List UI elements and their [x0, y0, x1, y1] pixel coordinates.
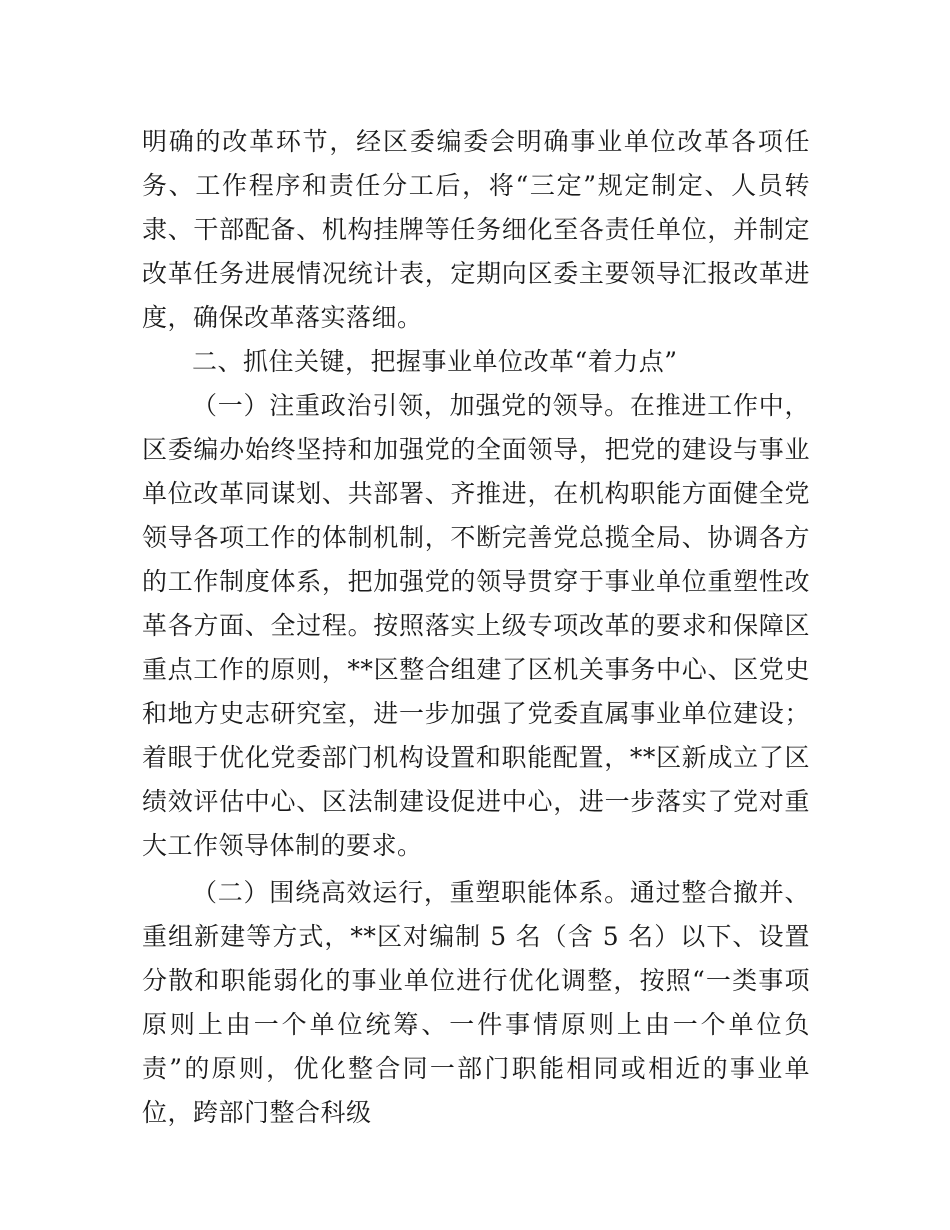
section-heading: 二、抓住关键，把握事业单位改革“着力点” — [192, 347, 678, 376]
paragraph-continuation: 明确的改革环节，经区委编委会明确事业单位改革各项任务、工作程序和责任分工后，将“三定”规定制定、人员转隶、干部配备、机构挂牌等任务细化至各责任单位，并制定改革任务进展情况统计表，定期向区委主要领导汇报改革进度，确保改革落实落细。 — [142, 127, 810, 332]
document-body — [142, 120, 810, 1135]
paragraph-efficient-operation: （二）围绕高效运行，重塑职能体系。通过整合撤并、重组新建等方式，**区对编制 5 名（含 5 名）以下、设置分散和职能弱化的事业单位进行优化调整，按照“一类事项原则上由一个单位统筹、一件事情原则上由一个单位负责”的原则，优化整合同一部门职能相同或相近的事业单位，跨部门整合科级 — [142, 878, 810, 1127]
paragraph-political-leadership: （一）注重政治引领，加强党的领导。在推进工作中，区委编办始终坚持和加强党的全面领导，把党的建设与事业单位改革同谋划、共部署、齐推进，在机构职能方面健全党领导各项工作的体制机制，不断完善党总揽全局、协调各方的工作制度体系，把加强党的领导贯穿于事业单位重塑性改革各方面、全过程。按照落实上级专项改革的要求和保障区重点工作的原则，**区整合组建了区机关事务中心、区党史和地方史志研究室，进一步加强了党委直属事业单位建设；着眼于优化党委部门机构设置和职能配置，**区新成立了区绩效评估中心、区法制建设促进中心，进一步落实了党对重大工作领导体制的要求。 — [142, 391, 810, 860]
